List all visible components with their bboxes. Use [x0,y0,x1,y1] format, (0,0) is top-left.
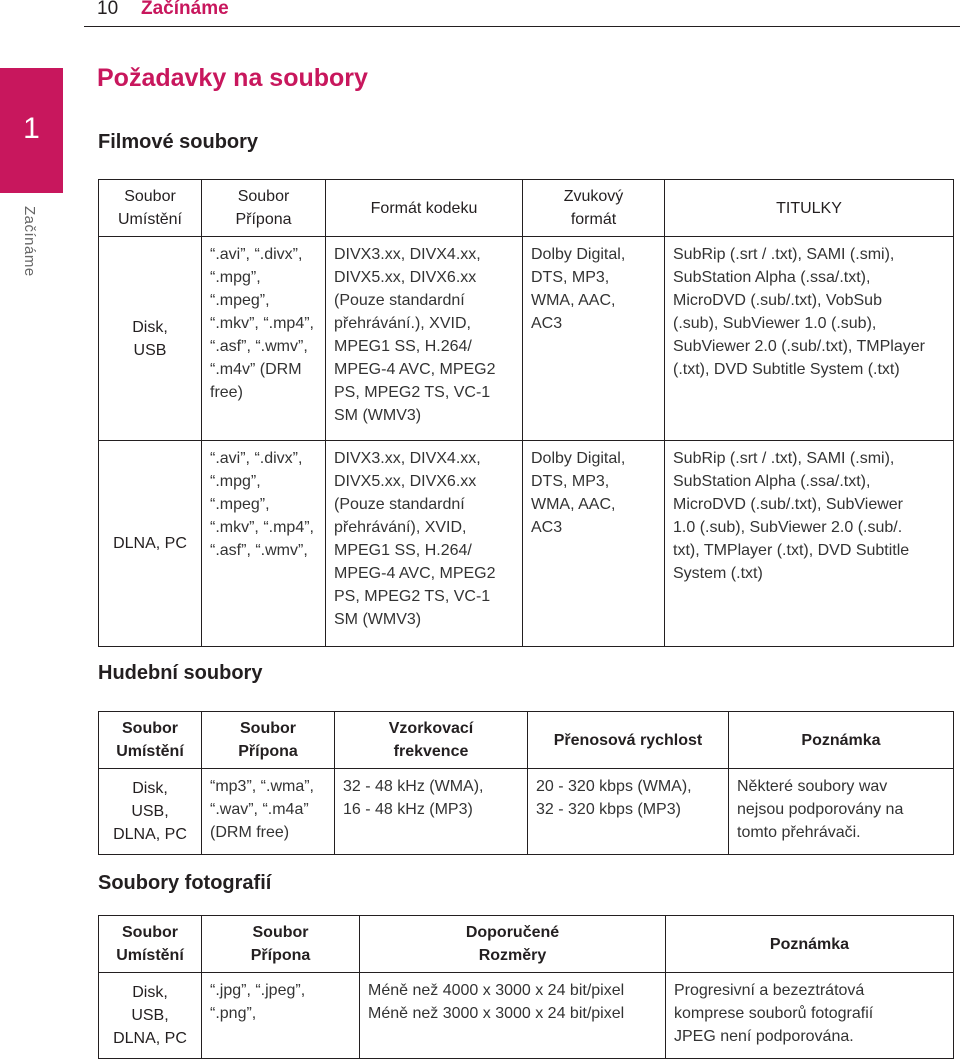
header-extension: Soubor Přípona [202,180,326,237]
photo-section-title: Soubory fotografií [98,872,272,894]
header-extension: Soubor Přípona [202,712,335,769]
music-table [98,711,954,855]
codec-cell: DIVX3.xx, DIVX4.xx, DIVX5.xx, DIVX6.xx (Pouze standardní přehrávání.), XVID, MPEG1 SS, H.264/ MPEG-4 AVC, MPEG2 PS, MPEG2 TS, VC-1 SM (WMV3) [326,237,523,441]
extension-cell: “.avi”, “.divx”, “.mpg”, “.mpeg”, “.mkv”, “.mp4”, “.asf”, “.wmv”, [202,441,326,647]
extension-cell: “mp3”, “.wma”, “.wav”, “.m4a” (DRM free) [202,769,335,855]
header-note: Poznámka [729,712,954,769]
movie-section-title: Filmové soubory [98,131,259,153]
sampling-cell: 32 - 48 kHz (WMA), 16 - 48 kHz (MP3) [335,769,528,855]
chapter-tab [0,68,63,193]
table-header-row [99,916,954,973]
header-extension: Soubor Přípona [202,916,360,973]
note-cell: Progresivní a bezeztrátová komprese souborů fotografií JPEG není podporována. [666,973,954,1059]
table-row [99,769,954,855]
location-cell: Disk, USB [99,237,202,441]
audio-cell: Dolby Digital, DTS, MP3, WMA, AAC, AC3 [523,237,665,441]
subtitles-cell: SubRip (.srt / .txt), SAMI (.smi), SubStation Alpha (.ssa/.txt), MicroDVD (.sub/.txt), VobSub (.sub), SubViewer 1.0 (.sub), SubViewer 2.0 (.sub/.txt), TMPlayer (.txt), DVD Subtitle System (.txt) [665,237,954,441]
table-header-row [99,180,954,237]
page-header [0,0,960,30]
header-subtitles: TITULKY [665,180,954,237]
header-location: Soubor Umístění [99,180,202,237]
header-codec: Formát kodeku [326,180,523,237]
chapter-side-label: Začínáme [21,206,38,277]
table-row [99,441,954,647]
codec-cell: DIVX3.xx, DIVX4.xx, DIVX5.xx, DIVX6.xx (Pouze standardní přehrávání), XVID, MPEG1 SS, H.264/ MPEG-4 AVC, MPEG2 PS, MPEG2 TS, VC-1 SM (WMV3) [326,441,523,647]
header-bitrate: Přenosová rychlost [528,712,729,769]
header-dimensions: Doporučené Rozměry [360,916,666,973]
table-header-row [99,712,954,769]
photo-table [98,915,954,1059]
movie-table [98,179,954,647]
bitrate-cell: 20 - 320 kbps (WMA), 32 - 320 kbps (MP3) [528,769,729,855]
extension-cell: “.avi”, “.divx”, “.mpg”, “.mpeg”, “.mkv”, “.mp4”, “.asf”, “.wmv”, “.m4v” (DRM free) [202,237,326,441]
note-cell: Některé soubory wav nejsou podporovány na tomto přehrávači. [729,769,954,855]
header-audio: Zvukový formát [523,180,665,237]
audio-cell: Dolby Digital, DTS, MP3, WMA, AAC, AC3 [523,441,665,647]
header-rule [84,26,960,27]
header-section-title: Začínáme [141,0,229,19]
subtitles-cell: SubRip (.srt / .txt), SAMI (.smi), SubStation Alpha (.ssa/.txt), MicroDVD (.sub/.txt), SubViewer 1.0 (.sub), SubViewer 2.0 (.sub/. txt), TMPlayer (.txt), DVD Subtitle System (.txt) [665,441,954,647]
location-cell: DLNA, PC [99,441,202,647]
location-cell: Disk, USB, DLNA, PC [99,769,202,855]
chapter-number: 1 [23,112,40,145]
music-section-title: Hudební soubory [98,662,263,684]
header-location: Soubor Umístění [99,712,202,769]
extension-cell: “.jpg”, “.jpeg”, “.png”, [202,973,360,1059]
header-location: Soubor Umístění [99,916,202,973]
table-row [99,973,954,1059]
header-sampling: Vzorkovací frekvence [335,712,528,769]
location-cell: Disk, USB, DLNA, PC [99,973,202,1059]
header-note: Poznámka [666,916,954,973]
dimensions-cell: Méně než 4000 x 3000 x 24 bit/pixel Méně než 3000 x 3000 x 24 bit/pixel [360,973,666,1059]
page-number: 10 [97,0,119,19]
table-row [99,237,954,441]
page-title: Požadavky na soubory [97,64,368,92]
